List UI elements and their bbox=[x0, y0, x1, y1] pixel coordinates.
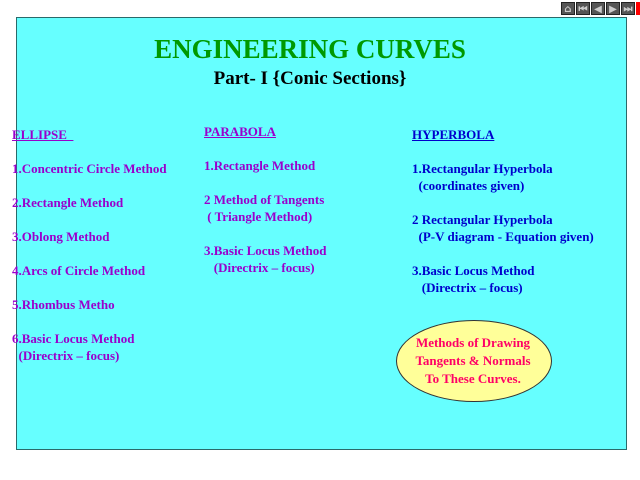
list-item: 5.Rhombus Metho bbox=[12, 297, 115, 312]
list-item: 6.Basic Locus Method bbox=[12, 331, 135, 346]
oval-text bbox=[396, 334, 550, 388]
list-item: (Directrix – focus) bbox=[204, 260, 315, 275]
oval-line: Tangents & Normals bbox=[415, 353, 531, 368]
list-item: 1.Concentric Circle Method bbox=[12, 161, 167, 176]
list-item: 3.Basic Locus Method bbox=[412, 263, 535, 278]
oval-line: To These Curves. bbox=[425, 371, 521, 386]
list-item: 1.Rectangular Hyperbola bbox=[412, 161, 553, 176]
hyperbola-heading: HYPERBOLA bbox=[412, 127, 495, 142]
last-slide-icon[interactable]: ⏭ bbox=[621, 2, 635, 15]
list-item: ( Triangle Method) bbox=[204, 209, 313, 224]
home-icon[interactable]: ⌂ bbox=[561, 2, 575, 15]
prev-slide-icon[interactable]: ◀ bbox=[591, 2, 605, 15]
list-item: 1.Rectangle Method bbox=[204, 158, 316, 173]
exit-button[interactable] bbox=[636, 2, 640, 15]
page-title: ENGINEERING CURVES bbox=[154, 34, 466, 64]
oval-line: Methods of Drawing bbox=[415, 335, 531, 350]
next-slide-icon[interactable]: ▶ bbox=[606, 2, 620, 15]
list-item: 2 Rectangular Hyperbola bbox=[412, 212, 553, 227]
page-subtitle: Part- I {Conic Sections} bbox=[213, 68, 407, 89]
parabola-heading: PARABOLA bbox=[204, 124, 276, 139]
first-slide-icon[interactable]: ⏮ bbox=[576, 2, 590, 15]
list-item: 4.Arcs of Circle Method bbox=[12, 263, 146, 278]
ellipse-heading: ELLIPSE bbox=[12, 127, 74, 142]
list-item: (P-V diagram - Equation given) bbox=[412, 229, 594, 244]
list-item: (Directrix – focus) bbox=[412, 280, 523, 295]
list-item: 3.Oblong Method bbox=[12, 229, 110, 244]
list-item: 2.Rectangle Method bbox=[12, 195, 124, 210]
slide-nav bbox=[561, 2, 640, 15]
list-item: 3.Basic Locus Method bbox=[204, 243, 327, 258]
list-item: (Directrix – focus) bbox=[12, 348, 120, 363]
list-item: 2 Method of Tangents bbox=[204, 192, 325, 207]
list-item: (coordinates given) bbox=[412, 178, 525, 193]
